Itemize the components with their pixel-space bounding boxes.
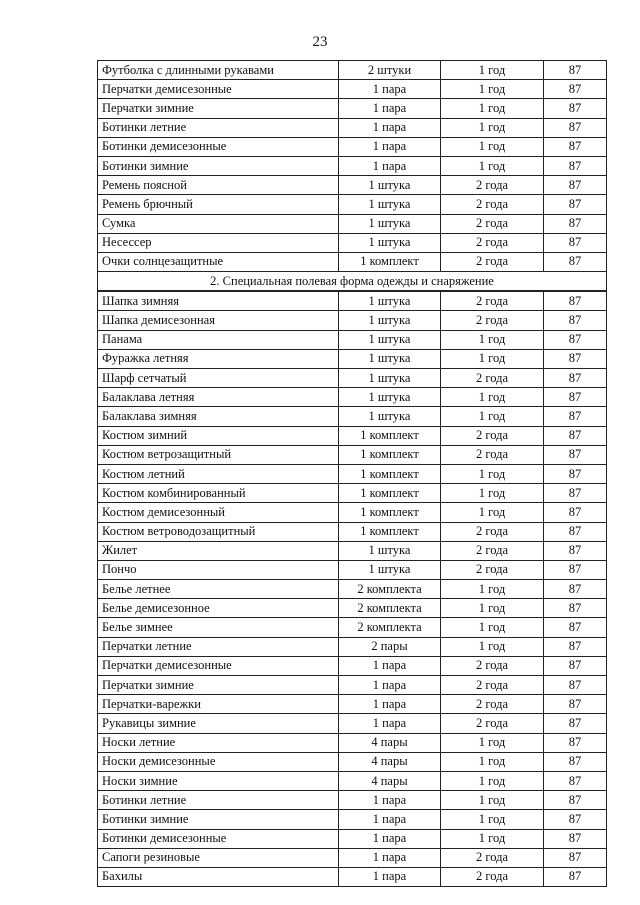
- code-cell: 87: [544, 503, 607, 522]
- table-row: [98, 137, 607, 156]
- quantity-cell: 1 штука: [339, 388, 441, 407]
- table-row: [98, 118, 607, 137]
- supply-table-body: [98, 61, 607, 887]
- quantity-cell: 2 комплекта: [339, 618, 441, 637]
- quantity-cell: 1 штука: [339, 233, 441, 252]
- table-row: [98, 676, 607, 695]
- quantity-cell: 1 штука: [339, 407, 441, 426]
- item-name-cell: Перчатки демисезонные: [98, 656, 339, 675]
- wear-term-cell: 1 год: [441, 599, 544, 618]
- table-row: [98, 848, 607, 867]
- table-row: [98, 330, 607, 349]
- quantity-cell: 2 комплекта: [339, 599, 441, 618]
- item-name-cell: Ботинки демисезонные: [98, 137, 339, 156]
- item-name-cell: Шапка демисезонная: [98, 311, 339, 330]
- table-row: [98, 733, 607, 752]
- quantity-cell: 1 штука: [339, 311, 441, 330]
- code-cell: 87: [544, 618, 607, 637]
- code-cell: 87: [544, 733, 607, 752]
- code-cell: 87: [544, 599, 607, 618]
- code-cell: 87: [544, 118, 607, 137]
- table-row: [98, 214, 607, 233]
- item-name-cell: Костюм летний: [98, 464, 339, 483]
- quantity-cell: 1 пара: [339, 714, 441, 733]
- wear-term-cell: 1 год: [441, 733, 544, 752]
- table-row: [98, 176, 607, 195]
- quantity-cell: 1 штука: [339, 330, 441, 349]
- item-name-cell: Сапоги резиновые: [98, 848, 339, 867]
- table-row: [98, 656, 607, 675]
- item-name-cell: Ботинки зимние: [98, 156, 339, 175]
- table-row: [98, 810, 607, 829]
- item-name-cell: Белье летнее: [98, 580, 339, 599]
- table-row: [98, 407, 607, 426]
- table-row: [98, 445, 607, 464]
- wear-term-cell: 1 год: [441, 388, 544, 407]
- item-name-cell: Пончо: [98, 560, 339, 579]
- table-row: [98, 233, 607, 252]
- quantity-cell: 1 пара: [339, 848, 441, 867]
- wear-term-cell: 1 год: [441, 156, 544, 175]
- wear-term-cell: 2 года: [441, 541, 544, 560]
- item-name-cell: Несессер: [98, 233, 339, 252]
- table-row: [98, 829, 607, 848]
- code-cell: 87: [544, 291, 607, 311]
- code-cell: 87: [544, 522, 607, 541]
- item-name-cell: Перчатки демисезонные: [98, 80, 339, 99]
- item-name-cell: Панама: [98, 330, 339, 349]
- item-name-cell: Костюм зимний: [98, 426, 339, 445]
- wear-term-cell: 1 год: [441, 484, 544, 503]
- code-cell: 87: [544, 137, 607, 156]
- table-row: [98, 695, 607, 714]
- table-row: [98, 560, 607, 579]
- code-cell: 87: [544, 426, 607, 445]
- table-row: [98, 291, 607, 311]
- page-number: 23: [312, 34, 328, 50]
- code-cell: 87: [544, 349, 607, 368]
- quantity-cell: 1 комплект: [339, 445, 441, 464]
- code-cell: 87: [544, 252, 607, 271]
- table-row: [98, 464, 607, 483]
- table-row: [98, 503, 607, 522]
- code-cell: 87: [544, 580, 607, 599]
- item-name-cell: Перчатки летние: [98, 637, 339, 656]
- code-cell: 87: [544, 637, 607, 656]
- item-name-cell: Ремень брючный: [98, 195, 339, 214]
- table-row: [98, 580, 607, 599]
- table-row: [98, 195, 607, 214]
- item-name-cell: Балаклава зимняя: [98, 407, 339, 426]
- code-cell: 87: [544, 541, 607, 560]
- quantity-cell: 1 штука: [339, 214, 441, 233]
- wear-term-cell: 2 года: [441, 522, 544, 541]
- table-row: [98, 99, 607, 118]
- item-name-cell: Перчатки зимние: [98, 676, 339, 695]
- quantity-cell: 1 комплект: [339, 522, 441, 541]
- code-cell: 87: [544, 99, 607, 118]
- item-name-cell: Ботинки летние: [98, 791, 339, 810]
- code-cell: 87: [544, 445, 607, 464]
- item-name-cell: Сумка: [98, 214, 339, 233]
- wear-term-cell: 2 года: [441, 848, 544, 867]
- code-cell: 87: [544, 195, 607, 214]
- wear-term-cell: 2 года: [441, 426, 544, 445]
- table-row: [98, 599, 607, 618]
- wear-term-cell: 1 год: [441, 791, 544, 810]
- code-cell: 87: [544, 560, 607, 579]
- item-name-cell: Ботинки летние: [98, 118, 339, 137]
- quantity-cell: 2 штуки: [339, 61, 441, 80]
- wear-term-cell: 1 год: [441, 80, 544, 99]
- code-cell: 87: [544, 388, 607, 407]
- item-name-cell: Балаклава летняя: [98, 388, 339, 407]
- quantity-cell: 1 пара: [339, 867, 441, 886]
- wear-term-cell: 1 год: [441, 771, 544, 790]
- code-cell: 87: [544, 311, 607, 330]
- quantity-cell: 1 пара: [339, 676, 441, 695]
- item-name-cell: Костюм ветрозащитный: [98, 445, 339, 464]
- quantity-cell: 1 штука: [339, 176, 441, 195]
- quantity-cell: 1 пара: [339, 791, 441, 810]
- item-name-cell: Перчатки зимние: [98, 99, 339, 118]
- table-row: [98, 714, 607, 733]
- item-name-cell: Перчатки-варежки: [98, 695, 339, 714]
- quantity-cell: 1 пара: [339, 118, 441, 137]
- quantity-cell: 1 штука: [339, 541, 441, 560]
- quantity-cell: 1 комплект: [339, 484, 441, 503]
- quantity-cell: 1 пара: [339, 156, 441, 175]
- quantity-cell: 1 пара: [339, 137, 441, 156]
- table-row: [98, 791, 607, 810]
- wear-term-cell: 2 года: [441, 311, 544, 330]
- item-name-cell: Ботинки демисезонные: [98, 829, 339, 848]
- code-cell: 87: [544, 656, 607, 675]
- item-name-cell: Бахилы: [98, 867, 339, 886]
- table-row: [98, 369, 607, 388]
- table-row: [98, 61, 607, 80]
- quantity-cell: 1 пара: [339, 80, 441, 99]
- quantity-cell: 1 комплект: [339, 503, 441, 522]
- quantity-cell: 1 пара: [339, 810, 441, 829]
- code-cell: 87: [544, 676, 607, 695]
- table-row: [98, 752, 607, 771]
- code-cell: 87: [544, 714, 607, 733]
- wear-term-cell: 1 год: [441, 637, 544, 656]
- quantity-cell: 1 штука: [339, 291, 441, 311]
- table-row: [98, 80, 607, 99]
- item-name-cell: Шарф сетчатый: [98, 369, 339, 388]
- wear-term-cell: 1 год: [441, 752, 544, 771]
- wear-term-cell: 2 года: [441, 714, 544, 733]
- quantity-cell: 1 пара: [339, 695, 441, 714]
- code-cell: 87: [544, 369, 607, 388]
- code-cell: 87: [544, 829, 607, 848]
- item-name-cell: Ремень поясной: [98, 176, 339, 195]
- item-name-cell: Белье зимнее: [98, 618, 339, 637]
- table-row: [98, 771, 607, 790]
- wear-term-cell: 2 года: [441, 291, 544, 311]
- code-cell: 87: [544, 484, 607, 503]
- supply-table: [97, 60, 607, 887]
- item-name-cell: Рукавицы зимние: [98, 714, 339, 733]
- table-row: [98, 388, 607, 407]
- wear-term-cell: 2 года: [441, 369, 544, 388]
- wear-term-cell: 1 год: [441, 618, 544, 637]
- wear-term-cell: 1 год: [441, 810, 544, 829]
- wear-term-cell: 1 год: [441, 99, 544, 118]
- section-heading: 2. Специальная полевая форма одежды и снаряжение: [98, 272, 607, 292]
- wear-term-cell: 2 года: [441, 214, 544, 233]
- code-cell: 87: [544, 330, 607, 349]
- code-cell: 87: [544, 80, 607, 99]
- wear-term-cell: 1 год: [441, 829, 544, 848]
- code-cell: 87: [544, 214, 607, 233]
- quantity-cell: 1 штука: [339, 195, 441, 214]
- quantity-cell: 1 пара: [339, 829, 441, 848]
- item-name-cell: Очки солнцезащитные: [98, 252, 339, 271]
- code-cell: 87: [544, 233, 607, 252]
- quantity-cell: 1 штука: [339, 369, 441, 388]
- wear-term-cell: 2 года: [441, 445, 544, 464]
- wear-term-cell: 2 года: [441, 176, 544, 195]
- wear-term-cell: 1 год: [441, 330, 544, 349]
- code-cell: 87: [544, 810, 607, 829]
- item-name-cell: Костюм ветроводозащитный: [98, 522, 339, 541]
- quantity-cell: 1 пара: [339, 656, 441, 675]
- wear-term-cell: 1 год: [441, 503, 544, 522]
- table-row: [98, 541, 607, 560]
- item-name-cell: Носки зимние: [98, 771, 339, 790]
- wear-term-cell: 1 год: [441, 61, 544, 80]
- wear-term-cell: 2 года: [441, 656, 544, 675]
- quantity-cell: 1 штука: [339, 349, 441, 368]
- code-cell: 87: [544, 752, 607, 771]
- section-heading-row: [98, 272, 607, 292]
- code-cell: 87: [544, 464, 607, 483]
- item-name-cell: Фуражка летняя: [98, 349, 339, 368]
- code-cell: 87: [544, 791, 607, 810]
- quantity-cell: 4 пары: [339, 752, 441, 771]
- wear-term-cell: 2 года: [441, 867, 544, 886]
- table-row: [98, 252, 607, 271]
- wear-term-cell: 2 года: [441, 233, 544, 252]
- quantity-cell: 1 пара: [339, 99, 441, 118]
- wear-term-cell: 2 года: [441, 676, 544, 695]
- code-cell: 87: [544, 407, 607, 426]
- wear-term-cell: 1 год: [441, 137, 544, 156]
- item-name-cell: Костюм демисезонный: [98, 503, 339, 522]
- quantity-cell: 2 комплекта: [339, 580, 441, 599]
- wear-term-cell: 2 года: [441, 695, 544, 714]
- table-row: [98, 522, 607, 541]
- wear-term-cell: 1 год: [441, 464, 544, 483]
- item-name-cell: Носки летние: [98, 733, 339, 752]
- item-name-cell: Шапка зимняя: [98, 291, 339, 311]
- code-cell: 87: [544, 176, 607, 195]
- code-cell: 87: [544, 867, 607, 886]
- code-cell: 87: [544, 771, 607, 790]
- table-row: [98, 637, 607, 656]
- table-row: [98, 311, 607, 330]
- wear-term-cell: 2 года: [441, 195, 544, 214]
- table-row: [98, 349, 607, 368]
- item-name-cell: Жилет: [98, 541, 339, 560]
- table-row: [98, 426, 607, 445]
- table-row: [98, 156, 607, 175]
- item-name-cell: Костюм комбинированный: [98, 484, 339, 503]
- quantity-cell: 4 пары: [339, 733, 441, 752]
- quantity-cell: 4 пары: [339, 771, 441, 790]
- wear-term-cell: 1 год: [441, 407, 544, 426]
- item-name-cell: Белье демисезонное: [98, 599, 339, 618]
- code-cell: 87: [544, 61, 607, 80]
- quantity-cell: 2 пары: [339, 637, 441, 656]
- quantity-cell: 1 штука: [339, 560, 441, 579]
- item-name-cell: Носки демисезонные: [98, 752, 339, 771]
- wear-term-cell: 2 года: [441, 252, 544, 271]
- wear-term-cell: 1 год: [441, 118, 544, 137]
- quantity-cell: 1 комплект: [339, 426, 441, 445]
- wear-term-cell: 1 год: [441, 349, 544, 368]
- table-row: [98, 867, 607, 886]
- quantity-cell: 1 комплект: [339, 252, 441, 271]
- quantity-cell: 1 комплект: [339, 464, 441, 483]
- table-row: [98, 618, 607, 637]
- item-name-cell: Ботинки зимние: [98, 810, 339, 829]
- wear-term-cell: 1 год: [441, 580, 544, 599]
- code-cell: 87: [544, 695, 607, 714]
- wear-term-cell: 2 года: [441, 560, 544, 579]
- table-row: [98, 484, 607, 503]
- item-name-cell: Футболка с длинными рукавами: [98, 61, 339, 80]
- code-cell: 87: [544, 156, 607, 175]
- code-cell: 87: [544, 848, 607, 867]
